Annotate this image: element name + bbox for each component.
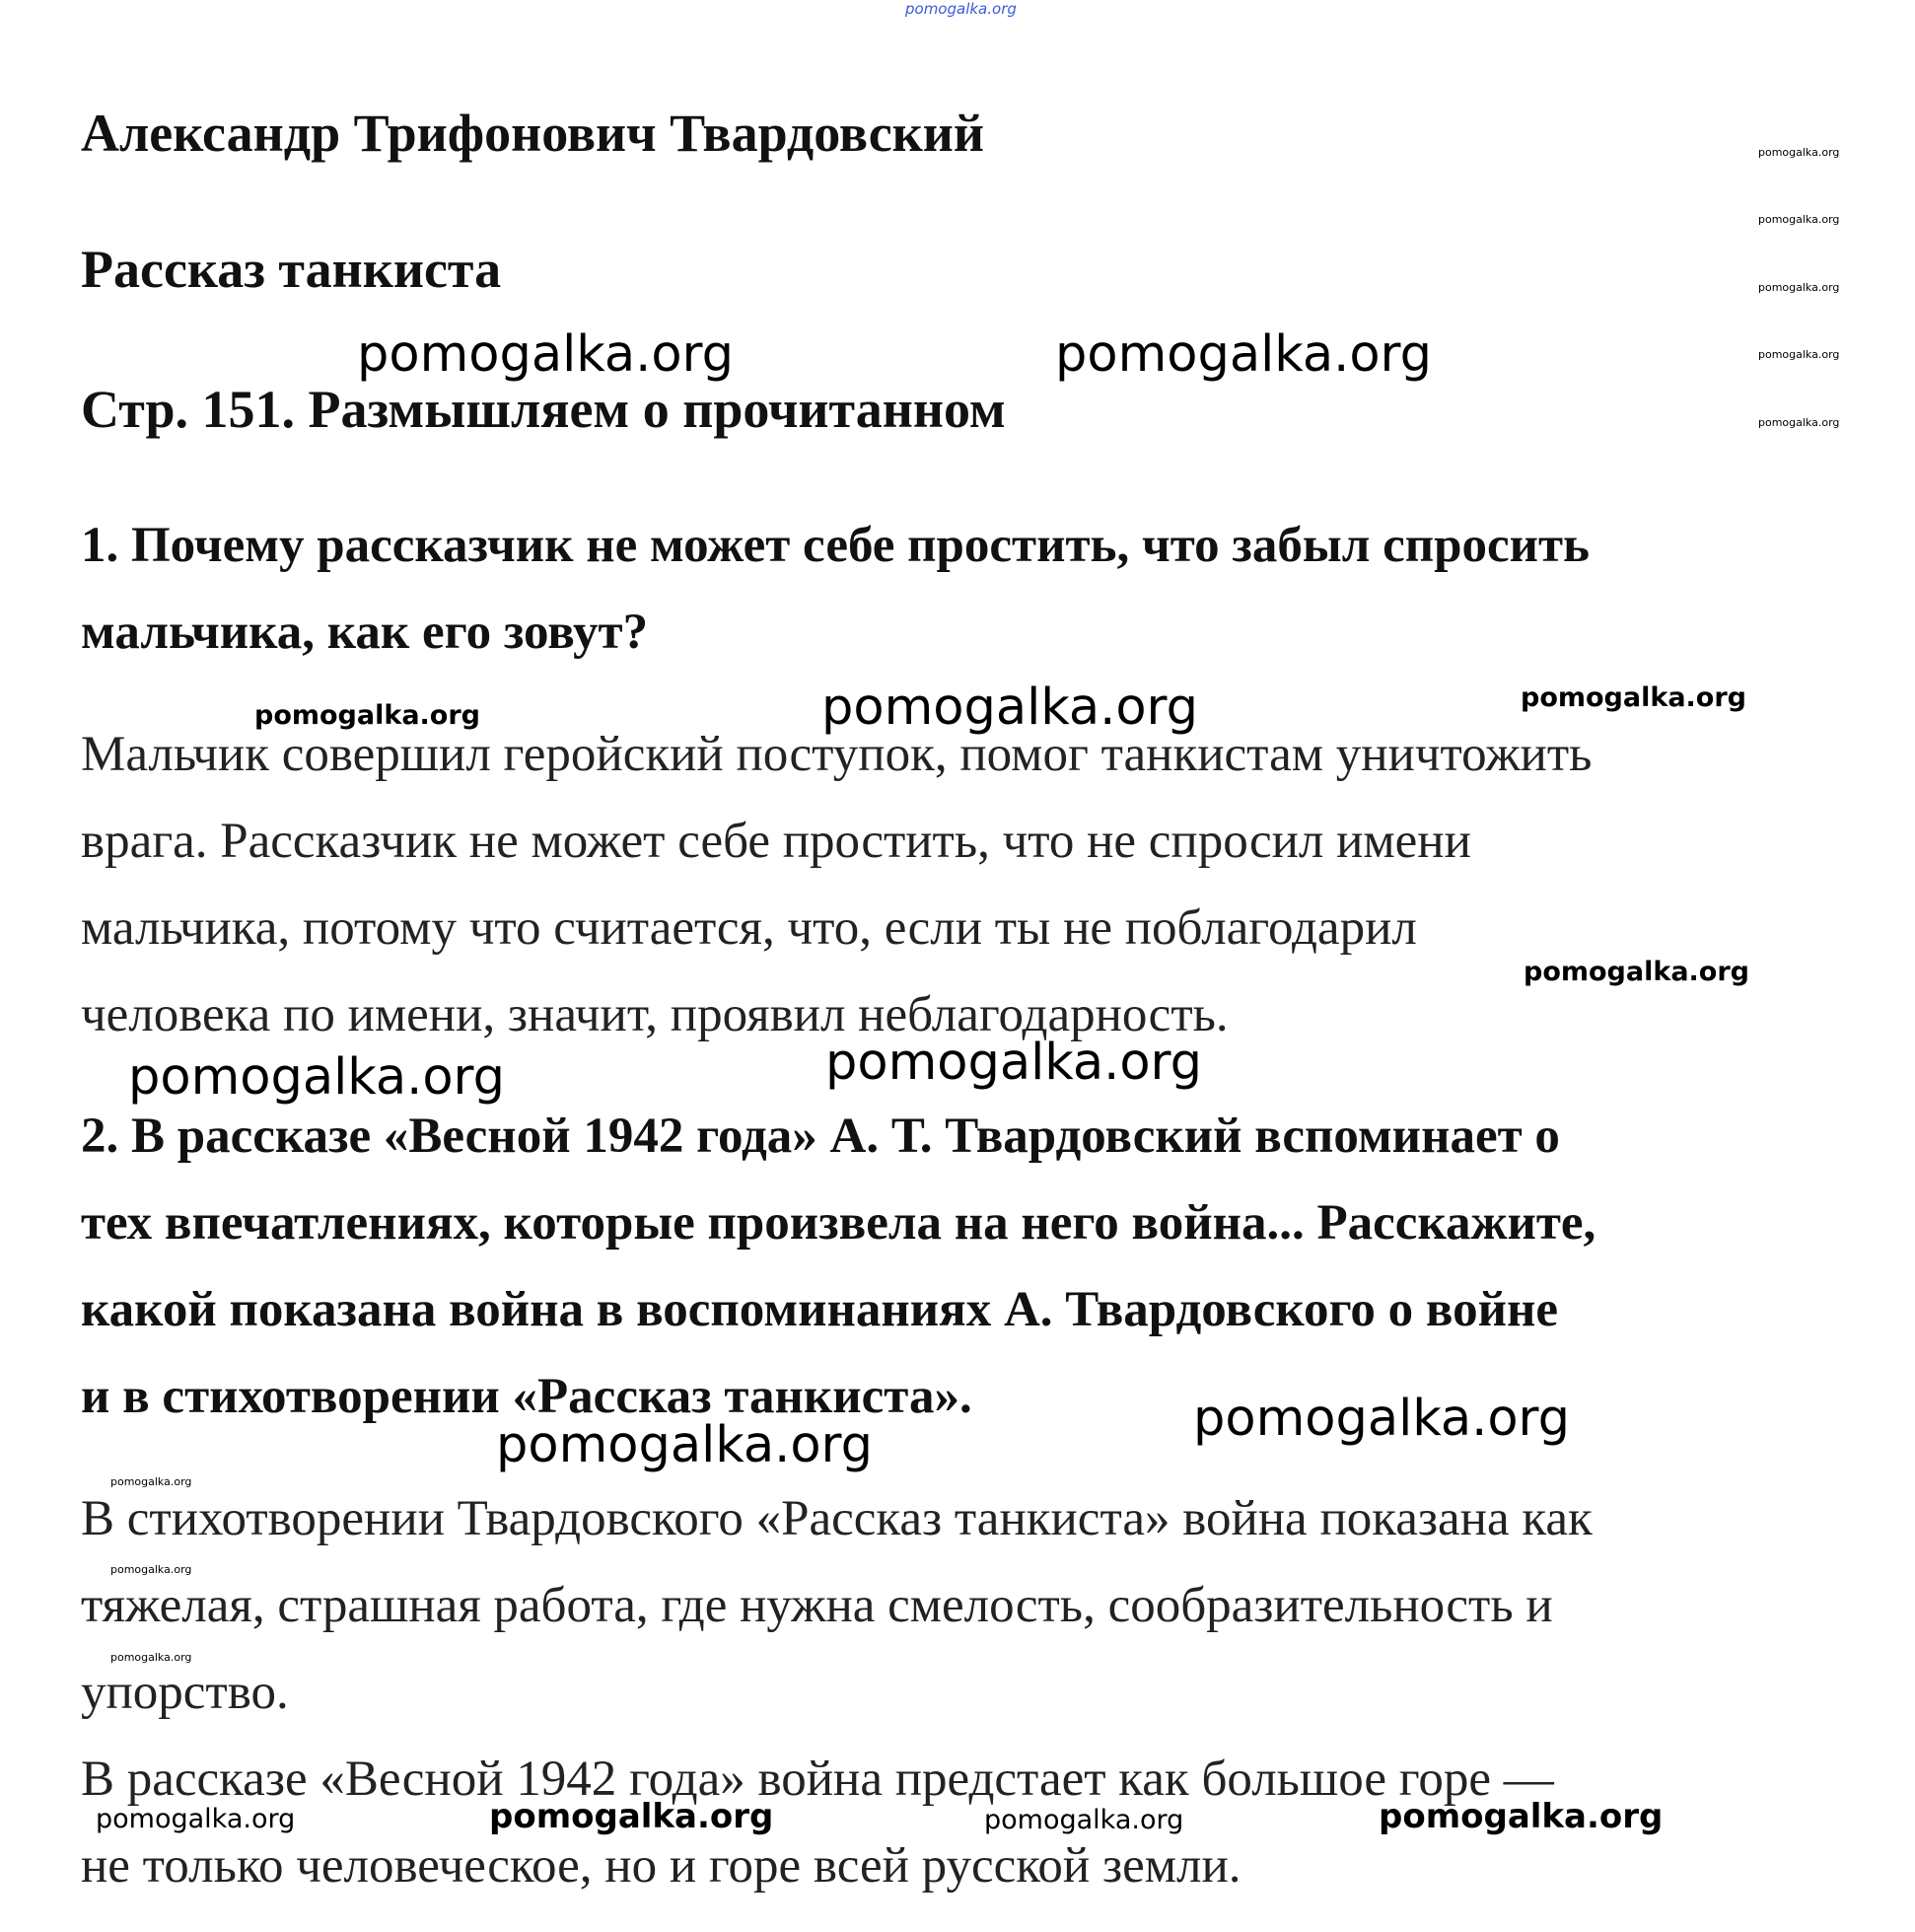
answer-2-line: В стихотворении Твардовского «Рассказ танкиста» война показана как — [81, 1491, 1593, 1546]
watermark: pomogalka.org — [110, 1651, 192, 1664]
watermark: pomogalka.org — [1758, 281, 1840, 294]
section-heading: Стр. 151. Размышляем о прочитанном — [81, 380, 1006, 439]
answer-1-line: человека по имени, значит, проявил неблагодарность. — [81, 987, 1229, 1042]
answer-3-line: не только человеческое, но и горе всей русской земли. — [81, 1838, 1241, 1894]
watermark: pomogalka.org — [1524, 957, 1749, 987]
watermark: pomogalka.org — [984, 1805, 1184, 1835]
header-watermark-link[interactable]: pomogalka.org — [905, 0, 1017, 18]
answer-3-line: В рассказе «Весной 1942 года» война предстает как большое горе — — [81, 1752, 1554, 1807]
watermark: pomogalka.org — [1758, 146, 1840, 159]
question-1-line: мальчика, как его зовут? — [81, 605, 649, 660]
question-2-line: 2. В рассказе «Весной 1942 года» А. Т. Твардовский вспоминает о — [81, 1109, 1560, 1164]
watermark: pomogalka.org — [254, 700, 480, 731]
answer-1-line: мальчика, потому что считается, что, если ты не поблагодарил — [81, 900, 1417, 956]
answer-1-line: Мальчик совершил геройский поступок, помог танкистам уничтожить — [81, 727, 1593, 782]
watermark: pomogalka.org — [496, 1416, 874, 1474]
watermark: pomogalka.org — [489, 1797, 774, 1836]
watermark: pomogalka.org — [1521, 682, 1746, 713]
watermark: pomogalka.org — [110, 1563, 192, 1576]
watermark: pomogalka.org — [1055, 325, 1433, 384]
watermark: pomogalka.org — [1193, 1390, 1571, 1448]
question-2-line: тех впечатлениях, которые произвела на него война... Расскажите, — [81, 1195, 1596, 1251]
answer-2-line: тяжелая, страшная работа, где нужна смелость, сообразительность и — [81, 1578, 1553, 1633]
watermark: pomogalka.org — [1379, 1797, 1664, 1836]
watermark: pomogalka.org — [1758, 348, 1840, 361]
answer-1-line: врага. Рассказчик не может себе простить, что не спросил имени — [81, 814, 1471, 869]
work-title: Рассказ танкиста — [81, 240, 502, 299]
question-1-line: 1. Почему рассказчик не может себе простить, что забыл спросить — [81, 518, 1590, 573]
question-2-line: какой показана война в воспоминаниях А. Твардовского о войне — [81, 1282, 1559, 1337]
watermark: pomogalka.org — [825, 1034, 1203, 1092]
author-name: Александр Трифонович Твардовский — [81, 104, 984, 163]
question-2-line: и в стихотворении «Рассказ танкиста». — [81, 1369, 972, 1424]
watermark: pomogalka.org — [1758, 213, 1840, 226]
watermark: pomogalka.org — [110, 1475, 192, 1488]
watermark: pomogalka.org — [357, 325, 735, 384]
watermark: pomogalka.org — [128, 1048, 506, 1107]
watermark: pomogalka.org — [821, 679, 1199, 737]
answer-2-line: упорство. — [81, 1665, 289, 1720]
watermark: pomogalka.org — [1758, 416, 1840, 429]
watermark: pomogalka.org — [96, 1804, 296, 1834]
